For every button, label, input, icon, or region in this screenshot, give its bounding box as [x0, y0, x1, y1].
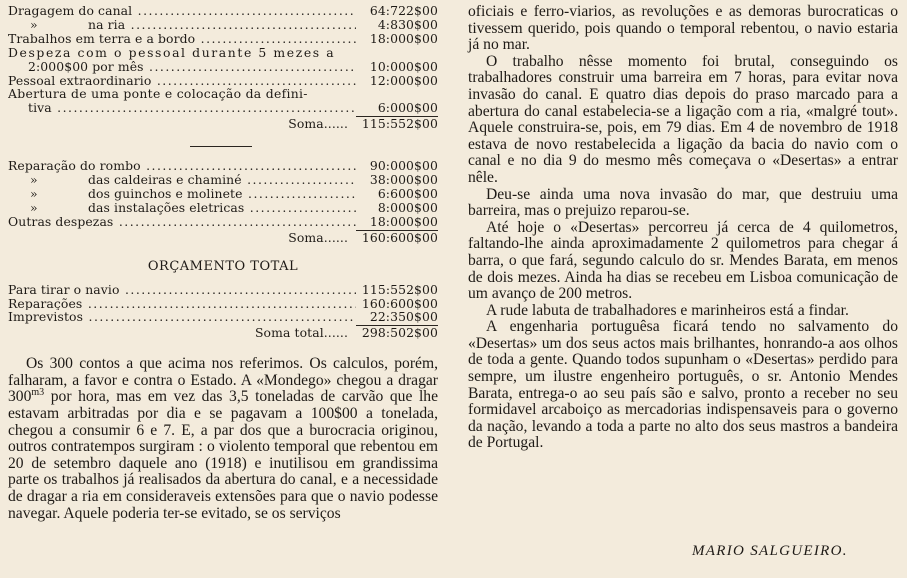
paragraph: O trabalho nêsse momento foi brutal, conseguindo os trabalhadores construir uma barreira em 7 horas, para evitar nova invasão do canal. E quatro dias depois do praso marcado para a abertura do canal estabelecia-se a ligação com a ria, «malgré tout». Aquele construira-se, pois, em 79 dias. Em 4 de novembro de 1918 estava de novo restabelecida a ligação da bacia do navio com o canal e no dia 9 do mesmo mês começava o «Desertas» a entrar nêle. [468, 52, 898, 186]
amount: 18:000$00 [369, 213, 438, 229]
table-row: Imprevistos ..... 22:350$00 [8, 310, 438, 324]
subtotal-label: Soma...... [288, 230, 348, 245]
amount: 6:600$00 [377, 185, 438, 201]
subtotal-label: Soma...... [288, 117, 348, 132]
grand-total-amount: 298:502$00 [356, 325, 438, 340]
table-row: » das instalações eletricas ..... 8:000$00 [8, 201, 438, 215]
amount: 10:000$00 [369, 58, 438, 74]
table-row: Para tirar o navio ..... 115:552$00 [8, 283, 438, 297]
subtotal-amount: 160:600$00 [356, 230, 438, 245]
table-row: » das caldeiras e chaminé ..... 38:000$00 [8, 173, 438, 187]
amount: 64:722$00 [369, 3, 438, 18]
body-text-right [468, 4, 898, 452]
amount: 6:000$00 [377, 100, 438, 116]
table-row: Dragagem do canal ..... 64:722$00 [8, 4, 438, 18]
right-column [468, 4, 898, 452]
budget-table-repairs [8, 159, 438, 244]
budget-table-extraction [8, 4, 438, 131]
table-row: Despeza com o pessoal durante 5 mezes a [8, 45, 336, 60]
grand-total-row [8, 325, 438, 340]
subtotal-row [8, 230, 438, 245]
table-row: » na ria ..... 4:830$00 [8, 18, 438, 32]
amount: 12:000$00 [369, 72, 438, 88]
amount: 18:000$00 [369, 30, 438, 46]
ditto-mark: » [30, 200, 38, 215]
section-divider [190, 146, 252, 147]
table-row: Reparação do rombo ..... 90:000$00 [8, 159, 438, 173]
table-row: Trabalhos em terra e a bordo ..... 18:000$00 [8, 32, 438, 46]
amount: 8:000$00 [377, 199, 438, 215]
section-title: ORÇAMENTO TOTAL [147, 258, 299, 274]
paragraph: A engenharia portuguêsa ficará tendo no salvamento do «Desertas» um dos seus actos mais brilhantes, honrando-a aos olhos de toda a gente. Quando todos supunham o «Desertas» perdido para sempre, um ilustre engenheiro português, o sr. Antonio Mendes Barata, entrega-o ao seu país são e salvo, pronto a receber no seu formidavel arcaboiço as mercadorias indispensaveis para o governo da nação, levando a toda a parte no alto dos seus mastros a bandeira de Portugal. [468, 318, 898, 452]
paragraph: Até hoje o «Desertas» percorreu já cerca de 4 quilometros, faltando-lhe ainda aproximadamente 2 quilometros para chegar á barra, o que fará, segundo calculo do sr. Mendes Barata, em menos de dois mezes. Ainda ha dias se recebeu em Lisboa comunicação de um avanço de 200 metros. [468, 218, 898, 303]
amount: 160:600$00 [361, 295, 438, 311]
table-row: Pessoal extraordinario ..... 12:000$00 [8, 74, 438, 88]
table-row: Outras despezas ..... 18:000$00 [8, 215, 438, 229]
table-row: 2:000$00 por mês ..... 10:000$00 [8, 60, 438, 74]
ditto-mark: » [30, 17, 38, 32]
amount: 90:000$00 [369, 158, 438, 174]
table-row: » dos guinchos e molinete ..... 6:600$00 [8, 187, 438, 201]
table-row: Reparações ..... 160:600$00 [8, 297, 438, 311]
table-row: tiva ..... 6:000$00 [8, 101, 438, 115]
paragraph: A rude labuta de trabalhadores e marinheiros está a findar. [486, 301, 849, 319]
author-signature: MARIO SALGUEIRO. [692, 543, 848, 559]
amount: 4:830$00 [377, 16, 438, 32]
grand-total-label: Soma total...... [254, 326, 348, 341]
paragraph: Deu-se ainda uma nova invasão do mar, que destruiu uma barreira, mas o prejuizo reparou-se. [468, 185, 898, 220]
table-row: Abertura de uma ponte e colocação da defini- [8, 87, 308, 102]
budget-table-total [8, 283, 438, 341]
body-text-left [8, 356, 438, 522]
left-column [8, 4, 438, 522]
amount: 115:552$00 [361, 281, 438, 297]
paragraph: oficiais e ferro-viarios, as revoluções e as demoras burocraticas o tivessem querido, pois quando o temporal rebentou, o navio estaria já no mar. [468, 3, 898, 54]
amount: 38:000$00 [369, 172, 438, 188]
paragraph: Os 300 contos a que acima nos referimos. Os calculos, porém, falharam, a favor e contra o Estado. A «Mondego» chegou a dragar $300^{m3}$ por hora, mas em vez das 3,5 toneladas de carvão que lhe estavam arbitradas por dia e se pagavam a 100$00 a tonelada, chegou a consumir 6 e 7. E, a par dos que a burocracia originou, outros contratempos surgiram : o violento temporal que rebentou em 20 de setembro daquele ano (1918) e inutilisou em grandissima parte os trabalhos já realisados da abertura do canal, e a necessidade de dragar a ria em consideraveis extensões para que o navio podesse navegar. Aquele poderia ter-se evitado, se os serviços [8, 355, 438, 522]
superscript: m3 [31, 387, 45, 399]
ditto-mark: » [30, 186, 38, 201]
subtotal-amount: 115:552$00 [356, 116, 438, 131]
amount: 22:350$00 [369, 309, 438, 325]
subtotal-row [8, 116, 438, 131]
ditto-mark: » [30, 173, 38, 187]
